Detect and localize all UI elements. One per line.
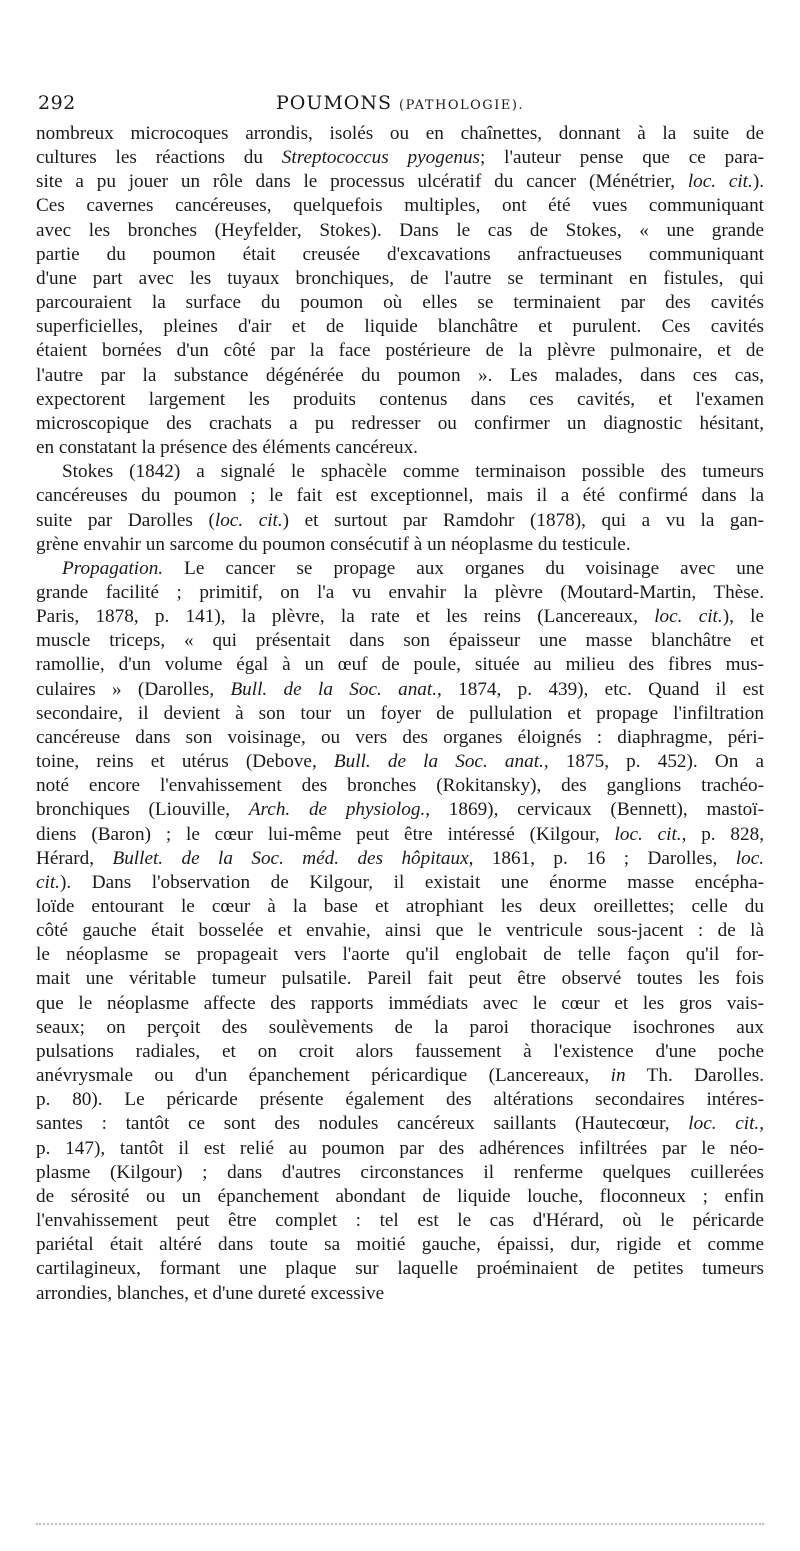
text-line: p. 147), tantôt il est relié au poumon par des adhérences infiltrées par le néo-: [36, 1137, 764, 1159]
text-line: le néoplasme se propageait vers l'aorte qu'il englobait de telle façon qu'il for-: [36, 944, 764, 966]
paragraph-3: [36, 557, 764, 1306]
body-text: [36, 122, 764, 1306]
text-line: de sérosité ou un épanchement abondant de liquide louche, floconneux ; enfin: [36, 1185, 764, 1207]
text-line: muscle triceps, « qui présentait dans son épaisseur une masse blanchâtre et: [36, 630, 764, 652]
text-line: ramollie, d'un volume égal à un œuf de poule, située au milieu des fibres mus-: [36, 654, 764, 676]
italic-reference: cit.: [36, 871, 60, 893]
text-line: mait une véritable tumeur pulsatile. Pareil fait peut être observé toutes les fois: [36, 968, 764, 990]
italic-reference: loc.: [735, 847, 765, 869]
italic-reference: loc. cit.: [614, 823, 682, 845]
running-title: [38, 92, 762, 114]
text-line: grène envahir un sarcome du poumon consécutif à un néoplasme du testicule.: [36, 533, 631, 555]
text-line: loïde entourant le cœur à la base et atrophiant les deux oreillettes; celle du: [36, 896, 764, 917]
running-title-main: POUMONS: [275, 92, 392, 114]
text-line: bronchiques (Liouville, Arch. de physiolog., 1869), cervicaux (Bennett), mastoï-: [36, 799, 765, 821]
italic-reference: loc. cit.: [654, 606, 723, 628]
text-line: avec les bronches (Heyfelder, Stokes). Dans le cas de Stokes, « une grande: [36, 219, 764, 241]
text-line: suite par Darolles (loc. cit.) et surtout par Ramdohr (1878), qui a vu la gan-: [36, 509, 765, 531]
paragraph-2: [36, 460, 764, 557]
text-line: cancéreuses du poumon ; le fait est exceptionnel, mais il a été confirmé dans la: [36, 485, 764, 507]
paragraph-1: [36, 122, 764, 460]
text-line: seaux; on perçoit des soulèvements de la paroi thoracique isochrones aux: [36, 1016, 764, 1038]
text-line: cultures les réactions du Streptococcus pyogenus; l'auteur pense que ce para-: [36, 147, 765, 169]
text-line: plasme (Kilgour) ; dans d'autres circonstances il renferme quelques cuillerées: [36, 1161, 764, 1183]
text-line: anévrysmale ou d'un épanchement péricardique (Lancereaux, in Th. Darolles.: [36, 1065, 764, 1087]
text-line: Ces cavernes cancéreuses, quelquefois multiples, ont été vues communiquant: [36, 195, 764, 217]
text-line: Propagation. Le cancer se propage aux organes du voisinage avec une: [62, 557, 764, 579]
text-line: d'une part avec les tuyaux bronchiques, de l'autre se terminant en fistules, qui: [36, 267, 764, 289]
footer-rule: [36, 1523, 764, 1525]
text-line: Hérard, Bullet. de la Soc. méd. des hôpitaux, 1861, p. 16 ; Darolles, loc.: [36, 847, 765, 869]
text-line: p. 80). Le péricarde présente également des altérations secondaires intéres-: [36, 1089, 764, 1111]
text-line: partie du poumon était creusée d'excavations anfractueuses communiquant: [36, 243, 764, 265]
italic-reference: Streptococcus pyogenus: [281, 147, 481, 169]
text-line: Stokes (1842) a signalé le sphacèle comme terminaison possible des tumeurs: [62, 461, 764, 483]
italic-reference: Bullet. de la Soc. méd. des hôpitaux: [112, 847, 469, 869]
italic-reference: Arch. de physiolog.: [248, 799, 426, 821]
text-line: en constatant la présence des éléments cancéreux.: [36, 437, 418, 459]
text-line: grande facilité ; primitif, on l'a vu envahir la plèvre (Moutard-Martin, Thèse.: [36, 581, 764, 603]
italic-reference: loc. cit.: [688, 1113, 760, 1135]
italic-reference: loc. cit.: [214, 509, 283, 531]
text-line: site a pu jouer un rôle dans le processus ulcératif du cancer (Ménétrier, loc. cit.).: [36, 171, 764, 193]
text-line: culaires » (Darolles, Bull. de la Soc. anat., 1874, p. 439), etc. Quand il est: [36, 678, 764, 700]
italic-reference: Propagation.: [62, 557, 164, 579]
text-line: pariétal était altéré dans toute sa moitié gauche, épaissi, dur, rigide et comme: [36, 1234, 764, 1256]
text-line: Paris, 1878, p. 141), la plèvre, la rate et les reins (Lancereaux, loc. cit.), le: [36, 606, 764, 628]
text-line: parcouraient la surface du poumon où elles se terminaient par des cavités: [36, 292, 764, 314]
text-line: l'envahissement peut être complet : tel est le cas d'Hérard, où le péricarde: [36, 1210, 764, 1232]
italic-reference: in: [610, 1065, 626, 1087]
text-line: cancéreuse dans son voisinage, ou vers des organes éloignés : diaphragme, péri-: [36, 726, 764, 748]
text-line: secondaire, il devient à son tour un foyer de pullulation et propage l'infiltration: [36, 702, 764, 724]
text-line: que le néoplasme affecte des rapports immédiats avec le cœur et les gros vais-: [36, 992, 764, 1014]
text-line: étaient bornées d'un côté par la face postérieure de la plèvre pulmonaire, et de: [36, 340, 764, 362]
text-line: toine, reins et utérus (Debove, Bull. de la Soc. anat., 1875, p. 452). On a: [36, 751, 765, 773]
running-header: [38, 92, 762, 118]
italic-reference: loc. cit.: [687, 171, 753, 193]
text-line: côté gauche était bosselée et envahie, ainsi que le ventricule sous-jacent : de là: [36, 920, 764, 942]
text-line: cit.). Dans l'observation de Kilgour, il existait une énorme masse encépha-: [36, 871, 764, 893]
page-number: 292: [38, 92, 76, 114]
text-line: pulsations radiales, et on croit alors faussement à l'existence d'une poche: [36, 1040, 764, 1062]
text-line: superficielles, pleines d'air et de liquide blanchâtre et purulent. Ces cavités: [36, 316, 764, 338]
text-line: nombreux microcoques arrondis, isolés ou en chaînettes, donnant à la suite de: [36, 123, 764, 144]
text-line: diens (Baron) ; le cœur lui-même peut être intéressé (Kilgour, loc. cit., p. 828,: [36, 823, 764, 845]
text-line: arrondies, blanches, et d'une dureté excessive: [36, 1282, 385, 1304]
text-line: expectorent largement les produits contenus dans ces cavités, et l'examen: [36, 388, 764, 410]
italic-reference: Bull. de la Soc. anat.: [333, 751, 544, 773]
running-title-subtitle: (PATHOLOGIE).: [399, 98, 525, 113]
text-line: cartilagineux, formant une plaque sur laquelle proéminaient de petites tumeurs: [36, 1258, 764, 1280]
text-line: microscopique des crachats a pu redresser ou confirmer un diagnostic hésitant,: [36, 412, 764, 434]
text-line: noté encore l'envahissement des bronches (Rokitansky), des ganglions trachéo-: [36, 775, 764, 797]
italic-reference: Bull. de la Soc. anat.: [230, 678, 438, 700]
text-line: l'autre par la substance dégénérée du poumon ». Les malades, dans ces cas,: [36, 364, 764, 386]
text-line: santes : tantôt ce sont des nodules cancéreux saillants (Hautecœur, loc. cit.,: [36, 1113, 764, 1135]
